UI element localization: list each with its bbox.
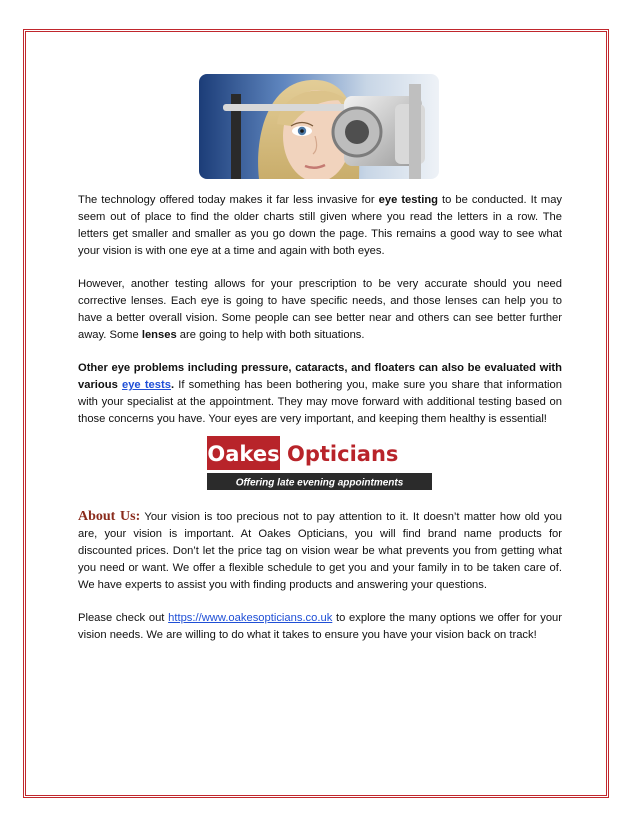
closing-paragraph — [78, 610, 562, 644]
eye-tests-link[interactable]: eye tests — [121, 379, 171, 391]
lenses-bold: lenses — [141, 329, 177, 341]
about-text: Your vision is too precious not to pay attention to it. It doesn’t matter how old you are, your vision is important. At Oakes Opticians, you will find brand name products for discounted prices. Don’t let the price tag on vision wear be what prevents you from getting what you need or want. We offer a flexible schedule to get you and your family in to be taken care of. We have experts to assist you with finding products and answering your questions. — [78, 511, 562, 591]
paragraph2-text-a: However, another testing allows for your prescription to be very accurate should you need corrective lenses. Each eye is going to have specific needs, and those lenses can help you to have a better overall vision. Some people can see better near and others can see better further away. Some — [78, 278, 562, 341]
about-heading: About Us: — [78, 509, 141, 524]
logo-brand-b: Opticians — [287, 442, 399, 466]
about-section — [78, 508, 562, 660]
logo-tagline: Offering late evening appointments — [235, 477, 404, 489]
website-link[interactable]: https://www.oakesopticians.co.uk — [168, 612, 333, 624]
closing-text-b: to explore the many options we offer for your vision needs. We are willing to do what it takes to ensure you have your vision back on track! — [78, 612, 562, 641]
paragraph2-text-b: are going to help with both situations. — [176, 329, 365, 341]
article-body — [78, 192, 562, 428]
paragraph3-text: If something has been bothering you, make sure you share that information with your specialist at the appointment. They may move forward with additional testing based on those concerns you have. Your eyes are very important, and keeping them healthy is essential! — [78, 379, 562, 425]
paragraph1-text-b: to be conducted. It may seem out of place to find the older charts still given where you read the letters in a row. The letters get smaller and smaller as you go down the page. This remains a good way to see what your vision is with one eye at a time and again with both eyes. — [78, 194, 563, 257]
oakes-opticians-logo — [207, 436, 432, 490]
paragraph3-bold-a: Other eye problems including pressure, cataracts, and floaters can also be evaluated with various — [78, 362, 562, 391]
paragraph-lenses — [78, 276, 562, 344]
paragraph-eye-testing — [78, 192, 562, 260]
logo-brand-a: Oakes — [207, 442, 280, 466]
paragraph1-text-a: The technology offered today makes it far less invasive for — [78, 194, 379, 206]
hero-image — [199, 74, 439, 179]
closing-text-a: Please check out — [78, 612, 169, 624]
paragraph3-bold-b: . — [170, 379, 175, 391]
about-paragraph — [78, 508, 562, 594]
eye-testing-bold: eye testing — [378, 194, 439, 206]
paragraph-eye-problems — [78, 360, 562, 428]
eye-exam-photo — [199, 74, 439, 179]
